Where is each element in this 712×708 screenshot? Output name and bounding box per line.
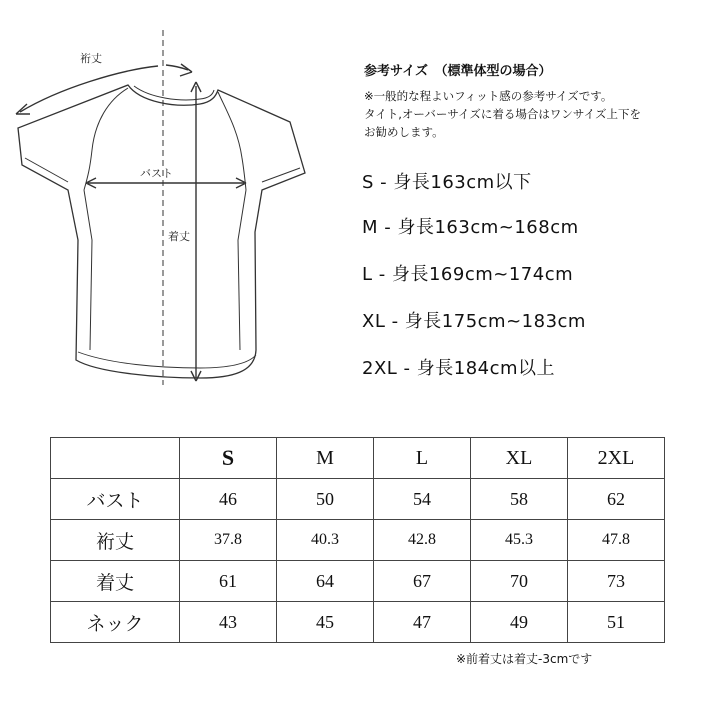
table-cell: 54 [374, 479, 471, 520]
table-cell: 43 [180, 602, 277, 643]
size-guide-m: M - 身長163cm~168cm [362, 217, 579, 238]
size-guide-s: S - 身長163cm以下 [362, 172, 532, 193]
table-corner-cell [51, 438, 180, 479]
column-header-m: M [277, 438, 374, 479]
table-row [51, 561, 665, 602]
tshirt-outline-illustration [0, 0, 340, 400]
table-cell: 46 [180, 479, 277, 520]
table-cell: 50 [277, 479, 374, 520]
row-label-length: 着丈 [51, 561, 180, 602]
table-cell: 47.8 [568, 520, 665, 561]
body-length-label: 着丈 [168, 230, 190, 243]
table-cell: 67 [374, 561, 471, 602]
table-cell: 62 [568, 479, 665, 520]
sleeve-length-label: 裄丈 [80, 52, 102, 65]
reference-note-1: ※一般的な程よいフィット感の参考サイズです。 [364, 89, 613, 103]
table-cell: 45 [277, 602, 374, 643]
size-guide-xl: XL - 身長175cm~183cm [362, 311, 586, 332]
footnote: ※前着丈は着丈-3cmです [456, 652, 593, 666]
table-cell: 42.8 [374, 520, 471, 561]
table-cell: 37.8 [180, 520, 277, 561]
column-header-s: S [180, 438, 277, 479]
column-header-xl: XL [471, 438, 568, 479]
table-cell: 47 [374, 602, 471, 643]
size-guide-2xl: 2XL - 身長184cm以上 [362, 358, 556, 379]
table-cell: 64 [277, 561, 374, 602]
row-label-sleeve: 裄丈 [51, 520, 180, 561]
table-cell: 61 [180, 561, 277, 602]
table-row [51, 602, 665, 643]
column-header-l: L [374, 438, 471, 479]
reference-title: 参考サイズ （標準体型の場合） [364, 64, 552, 79]
reference-note-3: お勧めします。 [364, 125, 444, 139]
bust-label: バスト [140, 167, 173, 180]
table-cell: 51 [568, 602, 665, 643]
table-row [51, 520, 665, 561]
size-table [50, 437, 665, 643]
reference-note-2: タイト,オーバーサイズに着る場合はワンサイズ上下を [364, 107, 642, 121]
row-label-bust: バスト [51, 479, 180, 520]
table-row [51, 479, 665, 520]
table-cell: 49 [471, 602, 568, 643]
row-label-neck: ネック [51, 602, 180, 643]
column-header-2xl: 2XL [568, 438, 665, 479]
size-guide-l: L - 身長169cm~174cm [362, 264, 574, 285]
table-header-row [51, 438, 665, 479]
table-cell: 58 [471, 479, 568, 520]
tshirt-diagram [0, 0, 340, 400]
table-cell: 45.3 [471, 520, 568, 561]
table-cell: 70 [471, 561, 568, 602]
table-cell: 73 [568, 561, 665, 602]
table-cell: 40.3 [277, 520, 374, 561]
